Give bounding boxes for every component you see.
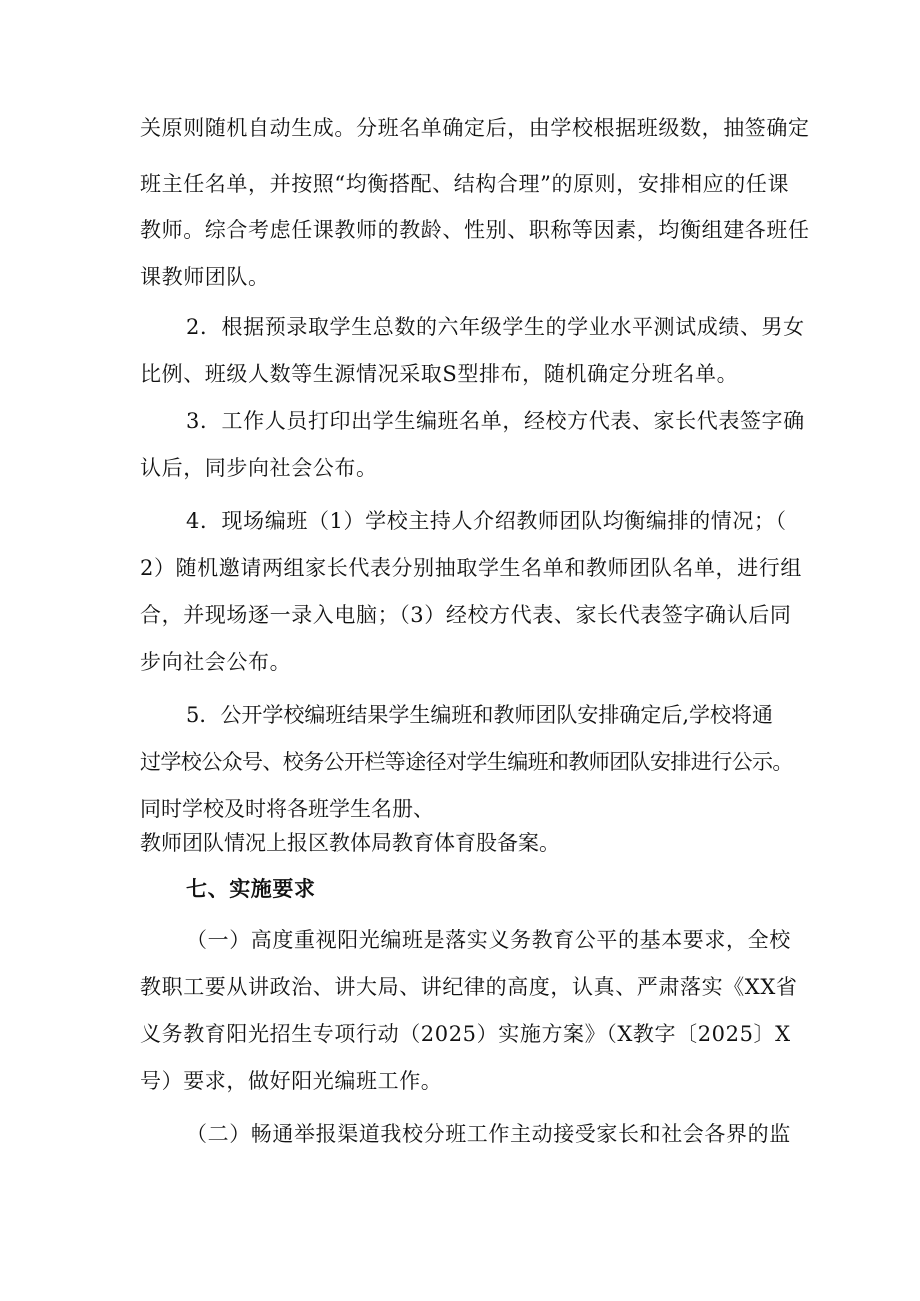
text-line: 5．公开学校编班结果学生编班和教师团队安排确定后,学校将通: [186, 703, 774, 727]
text-line: 号）要求，做好阳光编班工作。: [140, 1069, 443, 1093]
text-line: 认后，同步向社会公布。: [140, 456, 378, 480]
text-line: 步向社会公布。: [140, 650, 292, 674]
section-heading: 七、实施要求: [186, 877, 316, 901]
text-line: 课教师团队。: [140, 265, 270, 289]
text-line: （一）高度重视阳光编班是落实义务教育公平的基本要求，全校: [186, 928, 791, 952]
text-line: 4．现场编班（1）学校主持人介绍教师团队均衡编排的情况；（: [186, 509, 787, 533]
text-line: 关原则随机自动生成。分班名单确定后，由学校根据班级数，抽签确定: [140, 116, 810, 140]
text-line: 比例、班级人数等生源情况采取S型排布，随机确定分班名单。: [140, 362, 739, 386]
text-line: 义务教育阳光招生专项行动（2025）实施方案》（X教字〔2025〕X: [140, 1022, 791, 1046]
text-line: 2）随机邀请两组家长代表分别抽取学生名单和教师团队名单，进行组: [140, 556, 802, 580]
text-line: 教师。综合考虑任课教师的教龄、性别、职称等因素，均衡组建各班任: [140, 218, 810, 242]
text-line: 教师团队情况上报区教体局教育体育股备案。: [140, 831, 560, 855]
text-line: 合，并现场逐一录入电脑；（3）经校方代表、家长代表签字确认后同: [140, 603, 792, 627]
text-line: （二）畅通举报渠道我校分班工作主动接受家长和社会各界的监: [186, 1122, 791, 1146]
text-line: 教职工要从讲政治、讲大局、讲纪律的高度，认真、严肃落实《XX省: [140, 975, 798, 999]
text-line: 3．工作人员打印出学生编班名单，经校方代表、家长代表签字确: [186, 409, 805, 433]
text-line: 2．根据预录取学生总数的六年级学生的学业水平测试成绩、男女: [186, 315, 805, 339]
text-line: 同时学校及时将各班学生名册、: [140, 797, 434, 821]
text-line: 班主任名单，并按照“均衡搭配、结构合理”的原则，安排相应的任课: [140, 172, 790, 196]
text-line: 过学校公众号、校务公开栏等途径对学生编班和教师团队安排进行公示。: [140, 750, 793, 774]
